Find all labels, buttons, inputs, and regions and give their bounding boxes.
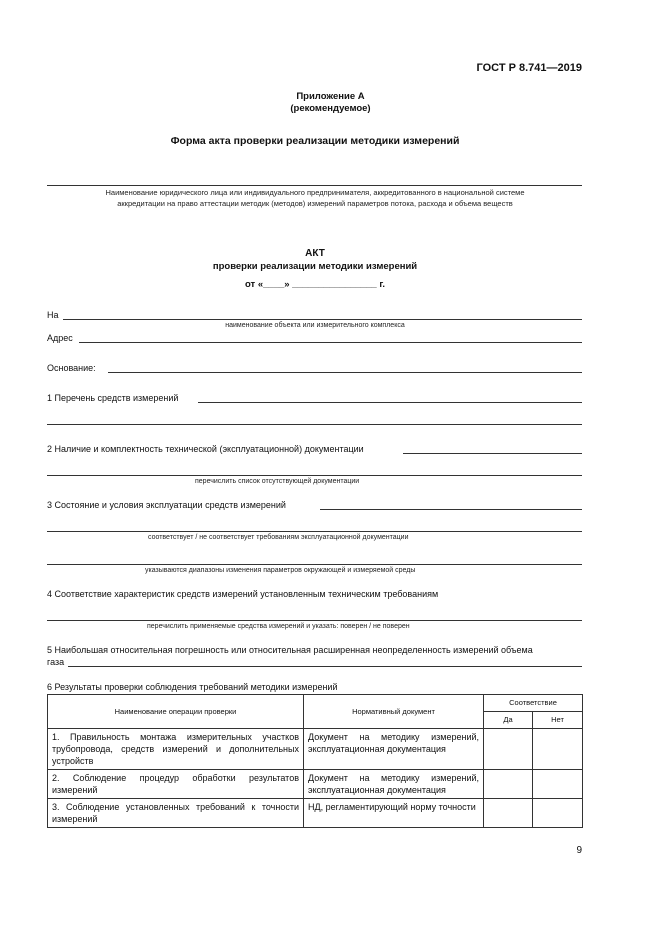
section-3-line-2[interactable] [47, 531, 582, 532]
header-no: Нет [533, 712, 583, 729]
section-4-label: 4 Соответствие характеристик средств измерений установленным техническим требованиям [47, 589, 439, 599]
section-6-label: 6 Результаты проверки соблюдения требований методики измерений [47, 682, 338, 692]
section-2-caption: перечислить список отсутствующей документации [195, 478, 360, 485]
section-5-label-1: 5 Наибольшая относительная погрешность или относительная расширенная неопределенность измерений объема [47, 645, 533, 655]
header-document: Нормативный документ [304, 695, 484, 729]
page-number: 9 [576, 845, 582, 856]
section-3-caption-2: указываются диапазоны изменения параметров окружающей и измеряемой среды [145, 567, 416, 574]
field-na-line[interactable] [63, 319, 582, 320]
section-4-line[interactable] [47, 620, 582, 621]
field-na-label: На [47, 310, 59, 320]
row-document: НД, регламентирующий норму точности [304, 799, 484, 828]
table-row [48, 770, 583, 799]
row-operation: 2. Соблюдение процедур обработки результатов измерений [48, 770, 304, 799]
header-operation: Наименование операции проверки [48, 695, 304, 729]
row-operation: 3. Соблюдение установленных требований к точности измерений [48, 799, 304, 828]
field-na-caption: наименование объекта или измерительного комплекса [225, 322, 405, 329]
act-title: АКТ [305, 248, 325, 259]
act-subtitle: проверки реализации методики измерений [212, 261, 418, 272]
section-2-line[interactable] [403, 453, 582, 454]
section-4-caption: перечислить применяемые средства измерений и указать: поверен / не поверен [147, 623, 410, 630]
table-row [48, 729, 583, 770]
header-conformity: Соответствие [484, 695, 583, 712]
section-3-caption-1: соответствует / не соответствует требованиям эксплуатационной документации [148, 534, 409, 541]
row-no-cell[interactable] [533, 799, 583, 828]
row-no-cell[interactable] [533, 770, 583, 799]
act-date: от «____» ________________ г. [244, 279, 386, 290]
row-document: Документ на методику измерений, эксплуатационная документация [304, 770, 484, 799]
org-caption-2: аккредитации на право аттестации методик (методов) измерений параметров потока, расхода и объема веществ [117, 199, 513, 208]
section-2-line-2[interactable] [47, 475, 582, 476]
field-basis-line[interactable] [108, 372, 582, 373]
section-1-line-2[interactable] [47, 424, 582, 425]
row-yes-cell[interactable] [484, 770, 533, 799]
row-yes-cell[interactable] [484, 729, 533, 770]
standard-number: ГОСТ Р 8.741—2019 [476, 62, 582, 74]
section-3-label: 3 Состояние и условия эксплуатации средств измерений [47, 500, 286, 510]
field-basis-label: Основание: [47, 363, 96, 373]
section-5-line[interactable] [68, 666, 582, 667]
row-operation: 1. Правильность монтажа измерительных участков трубопровода, средств измерений и дополнительных устройств [48, 729, 304, 770]
section-3-line-3[interactable] [47, 564, 582, 565]
section-3-line[interactable] [320, 509, 582, 510]
field-address-line[interactable] [79, 342, 582, 343]
annex-status: (рекомендуемое) [290, 103, 371, 114]
form-title: Форма акта проверки реализации методики измерений [170, 135, 460, 147]
results-table [47, 694, 583, 828]
section-1-line[interactable] [198, 402, 582, 403]
org-caption-1: Наименование юридического лица или индивидуального предпринимателя, аккредитованного в национальной системе [105, 188, 525, 197]
section-2-label: 2 Наличие и комплектность технической (эксплуатационной) документации [47, 444, 364, 454]
section-5-label-2: газа [47, 657, 65, 667]
section-1-label: 1 Перечень средств измерений [47, 393, 179, 403]
row-yes-cell[interactable] [484, 799, 533, 828]
org-name-line [47, 185, 582, 186]
header-yes: Да [484, 712, 533, 729]
row-document: Документ на методику измерений, эксплуатационная документация [304, 729, 484, 770]
row-no-cell[interactable] [533, 729, 583, 770]
annex-title: Приложение А [296, 91, 365, 102]
table-row [48, 799, 583, 828]
field-address-label: Адрес [47, 333, 73, 343]
